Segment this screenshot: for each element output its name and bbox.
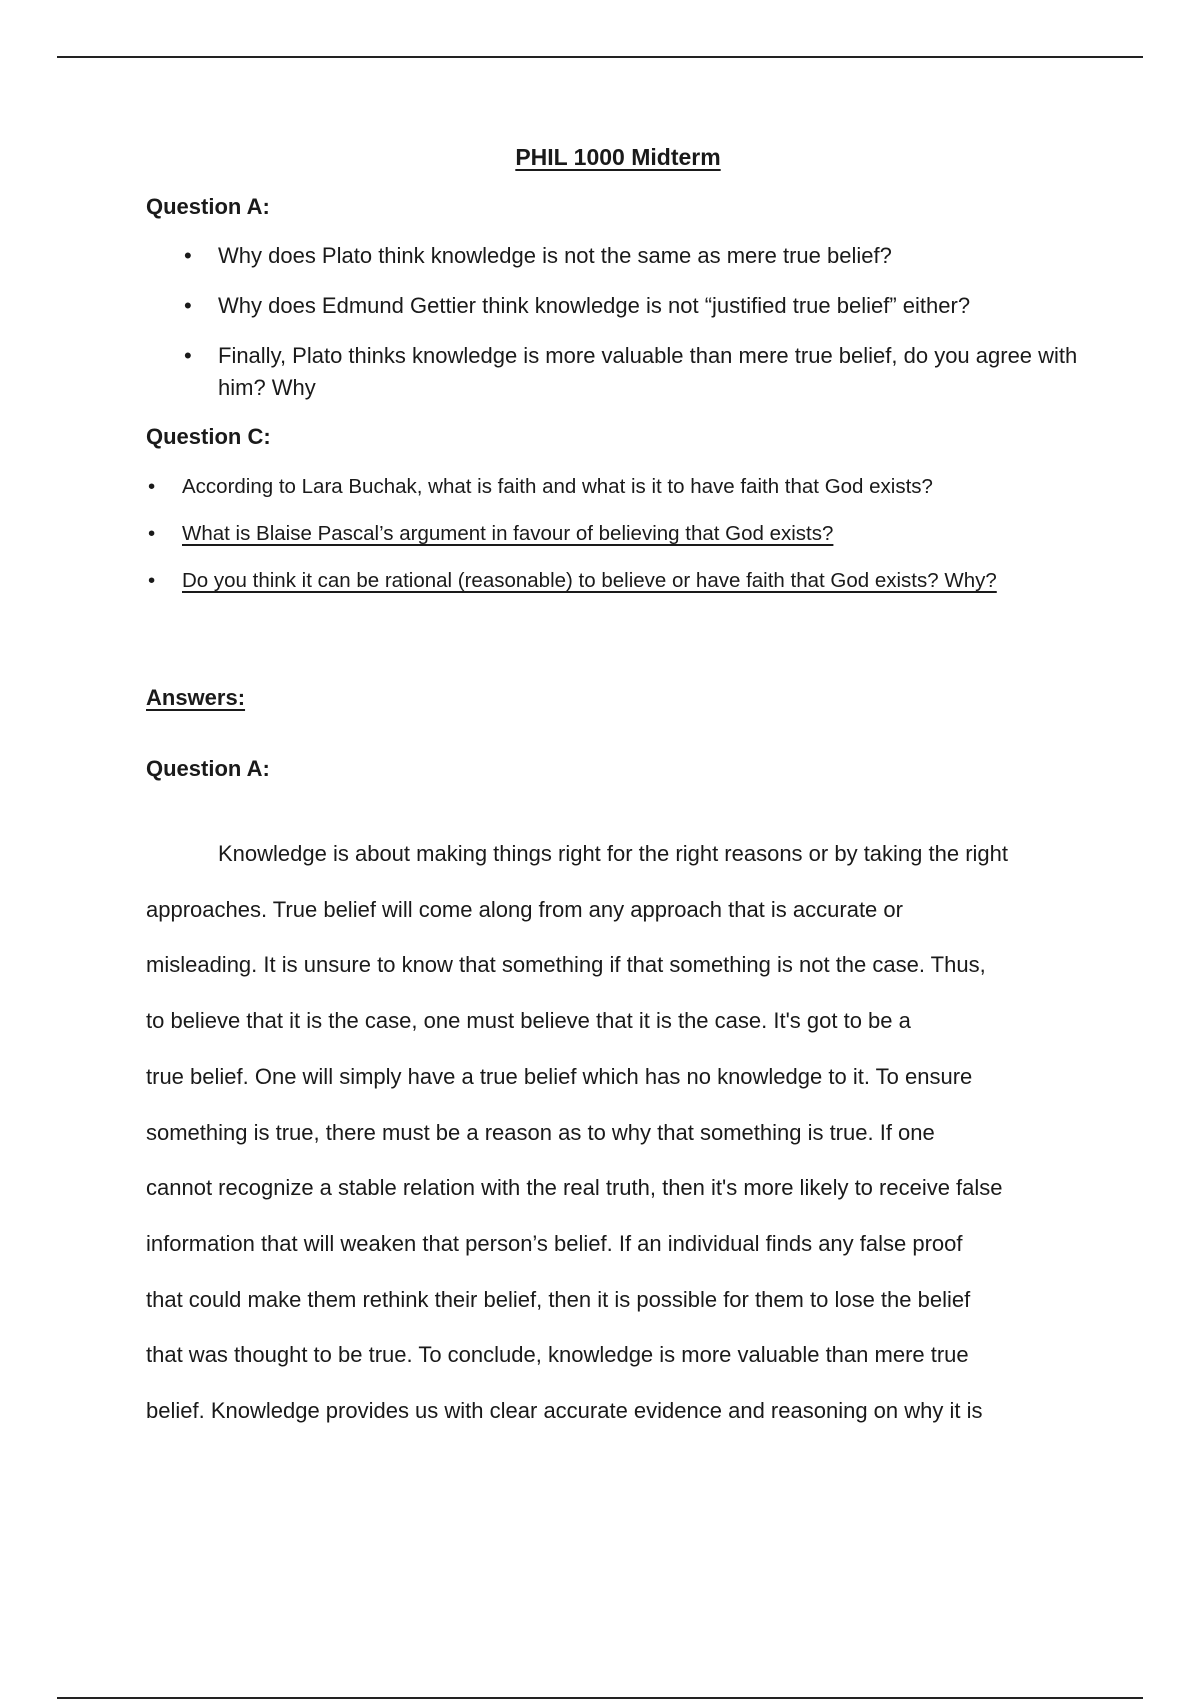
- answer-line: information that will weaken that person’s belief. If an individual finds any false proof: [146, 1230, 963, 1256]
- bullet-icon: •: [184, 293, 192, 318]
- question-c-item-text: Do you think it can be rational (reasonable) to believe or have faith that God exists? Why?: [182, 569, 997, 592]
- answer-line: that was thought to be true. To conclude, knowledge is more valuable than mere true: [146, 1342, 969, 1368]
- list-item: [0, 566, 1122, 596]
- answer-line: true belief. One will simply have a true belief which has no knowledge to it. To ensure: [146, 1063, 973, 1089]
- answer-line: belief. Knowledge provides us with clear accurate evidence and reasoning on why it is: [146, 1398, 983, 1424]
- answer-line: approaches. True belief will come along from any approach that is accurate or: [146, 896, 903, 922]
- question-a-list: [0, 240, 1200, 422]
- answer-line: something is true, there must be a reason as to why that something is true. If one: [146, 1119, 935, 1145]
- bottom-rule: [57, 1697, 1143, 1699]
- answer-paragraph: [146, 826, 1086, 1439]
- question-c-item-text: According to Lara Buchak, what is faith and what is it to have faith that God exists?: [182, 475, 933, 498]
- top-rule: [57, 56, 1143, 58]
- question-a-heading: Question A:: [146, 194, 270, 219]
- list-item: [0, 519, 1122, 549]
- list-item: [0, 240, 1078, 272]
- question-c-heading: Question C:: [146, 424, 271, 449]
- answer-line: to believe that it is the case, one must believe that it is the case. It's got to be a: [146, 1008, 911, 1034]
- question-a-item-text: Finally, Plato thinks knowledge is more valuable than mere true belief, do you agree with him? Why: [218, 343, 1078, 400]
- bullet-icon: •: [148, 569, 156, 592]
- answer-line: that could make them rethink their belief, then it is possible for them to lose the belief: [146, 1286, 971, 1312]
- answer-question-a-heading: Question A:: [146, 756, 270, 781]
- list-item: [0, 340, 1078, 404]
- question-a-item-text: Why does Plato think knowledge is not the same as mere true belief?: [218, 243, 892, 268]
- question-c-list: [0, 472, 1200, 613]
- answer-line: misleading. It is unsure to know that something if that something is not the case. Thus,: [146, 952, 986, 978]
- answer-line: Knowledge is about making things right for the right reasons or by taking the right: [218, 841, 1009, 866]
- answer-line: cannot recognize a stable relation with the real truth, then it's more likely to receive false: [146, 1175, 1003, 1201]
- document-title: PHIL 1000 Midterm: [515, 144, 721, 170]
- bullet-icon: •: [148, 522, 156, 545]
- question-a-item-text: Why does Edmund Gettier think knowledge is not “justified true belief” either?: [218, 293, 971, 318]
- list-item: [0, 290, 1078, 322]
- list-item: [0, 472, 1122, 502]
- bullet-icon: •: [184, 343, 192, 368]
- question-c-item-text: What is Blaise Pascal’s argument in favour of believing that God exists?: [182, 522, 834, 545]
- bullet-icon: •: [148, 475, 156, 498]
- answers-heading: Answers:: [146, 685, 246, 710]
- bullet-icon: •: [184, 243, 192, 268]
